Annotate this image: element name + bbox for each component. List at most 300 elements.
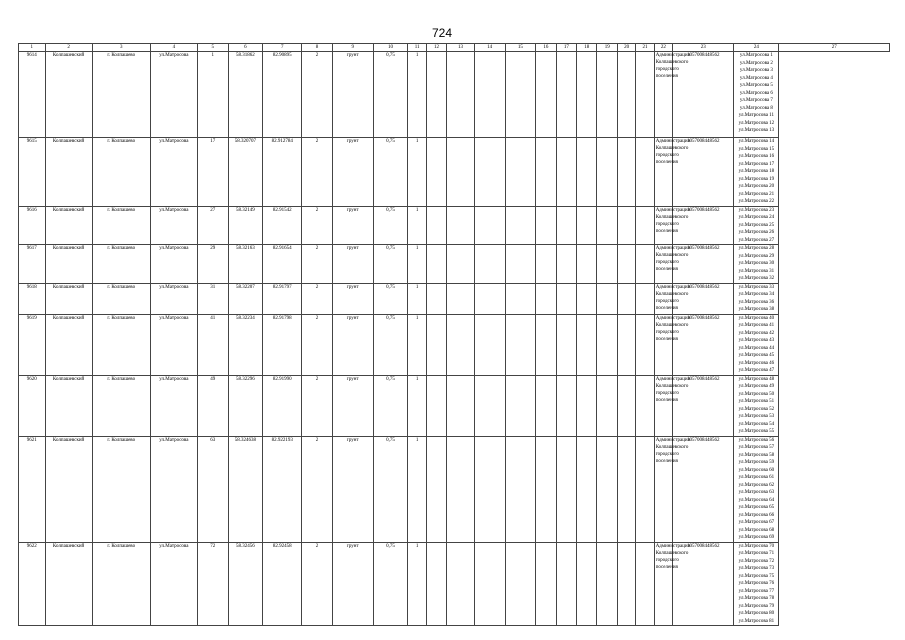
address-line: ул.Матросова 45 [738, 353, 775, 358]
cell-locality: г. Колпашево [92, 436, 150, 542]
cell-empty [636, 314, 654, 375]
column-header: 1 [19, 44, 46, 52]
cell-lat: 58.32163 [228, 245, 263, 284]
cell-empty [556, 52, 576, 138]
organization-line: городского поселения [655, 67, 679, 79]
cell-n12: 1 [408, 436, 426, 542]
cell-lon: 82.91798 [263, 314, 302, 375]
cell-house: 72 [197, 542, 228, 626]
address-line: ул.Матросова 81 [738, 618, 775, 624]
cell-empty [577, 375, 597, 436]
cell-empty [505, 52, 536, 138]
cell-empty [556, 436, 576, 542]
address-line: ул.Матросова 71 [738, 551, 775, 556]
address-line: ул.Матросова 75 [738, 573, 775, 579]
cell-empty [536, 138, 556, 207]
cell-empty [556, 245, 576, 284]
cell-n8: 2 [302, 314, 333, 375]
cell-empty [426, 245, 446, 284]
cell-street: ул.Матросова [150, 52, 197, 138]
address-line: ул.Матросова 53 [738, 414, 775, 419]
cell-locality: г. Колпашево [92, 283, 150, 314]
address-line: ул.Матросова 8 [739, 105, 773, 111]
address-line: ул.Матросова 44 [738, 345, 775, 351]
cell-inn: 1057008448562 [673, 436, 734, 542]
cell-district: Колпашевский [45, 206, 92, 245]
cell-organization [654, 375, 690, 436]
cell-organization [654, 245, 690, 284]
address-line: ул.Матросова 63 [738, 490, 775, 495]
cell-locality: г. Колпашево [92, 206, 150, 245]
address-line: ул.Матросова 21 [738, 191, 775, 197]
address-line: ул.Матросова 49 [738, 384, 775, 389]
column-header: 9 [332, 44, 373, 52]
cell-lat: 58.324638 [228, 436, 263, 542]
cell-n12: 1 [408, 52, 426, 138]
address-line: ул.Матросова 36 [738, 299, 775, 305]
organization-line: городского поселения [655, 260, 679, 272]
cell-lon: 82.922193 [263, 436, 302, 542]
cell-locality: г. Колпашево [92, 138, 150, 207]
column-header: 20 [617, 44, 635, 52]
page-number: 724 [431, 26, 453, 40]
cell-empty [597, 375, 617, 436]
organization-line: Администрация [655, 246, 690, 251]
address-line: ул.Матросова 64 [738, 497, 775, 503]
cell-empty [577, 245, 597, 284]
cell-street: ул.Матросова [150, 436, 197, 542]
organization-line: Колпашевского [655, 322, 689, 328]
organization-line: Администрация [655, 139, 690, 144]
cell-empty [505, 138, 536, 207]
cell-value: 0,75 [373, 138, 408, 207]
cell-addresses [734, 436, 779, 542]
organization-line: Колпашевского [655, 146, 689, 151]
address-line: ул.Матросова 29 [738, 253, 775, 259]
address-line: ул.Матросова 17 [738, 161, 775, 167]
cell-id: 9618 [19, 283, 46, 314]
cell-empty [577, 52, 597, 138]
table-row [19, 206, 890, 245]
cell-surface: грунт [332, 245, 373, 284]
cell-empty [636, 245, 654, 284]
cell-empty [447, 206, 475, 245]
organization-line: Администрация [655, 284, 690, 290]
address-line: ул.Матросова 67 [738, 520, 775, 525]
address-line: ул.Матросова 77 [738, 588, 775, 594]
table-row [19, 283, 890, 314]
cell-addresses [734, 138, 779, 207]
cell-empty [474, 283, 505, 314]
cell-empty [636, 206, 654, 245]
address-line: ул.Матросова 32 [738, 276, 775, 281]
table-row [19, 138, 890, 207]
cell-lon: 82.92458 [263, 542, 302, 626]
cell-inn: 1057008448562 [673, 138, 734, 207]
column-header: 18 [577, 44, 597, 52]
cell-empty [556, 314, 576, 375]
organization-line: Администрация [655, 437, 690, 443]
address-line: ул.Матросова 50 [738, 391, 775, 397]
cell-empty [474, 436, 505, 542]
cell-empty [474, 314, 505, 375]
address-line: ул.Матросова 56 [738, 437, 775, 443]
cell-district: Колпашевский [45, 436, 92, 542]
address-line: ул.Матросова 5 [739, 83, 773, 88]
cell-empty [577, 138, 597, 207]
cell-id: 9614 [19, 52, 46, 138]
column-header: 4 [150, 44, 197, 52]
cell-district: Колпашевский [45, 314, 92, 375]
address-line: ул.Матросова 52 [738, 406, 775, 412]
cell-lon: 82.912784 [263, 138, 302, 207]
address-line: ул.Матросова 70 [738, 543, 775, 549]
cell-lat: 58.32207 [228, 283, 263, 314]
address-line: ул.Матросова 23 [738, 207, 775, 213]
organization-line: городского поселения [655, 557, 679, 570]
cell-addresses [734, 52, 779, 138]
address-line: ул.Матросова 73 [738, 566, 775, 571]
address-line: ул.Матросова 19 [738, 176, 775, 182]
address-line: ул.Матросова 61 [738, 475, 775, 480]
cell-empty [426, 375, 446, 436]
cell-empty [636, 375, 654, 436]
cell-empty [447, 436, 475, 542]
address-line: ул.Матросова 18 [738, 169, 775, 174]
column-header: 8 [302, 44, 333, 52]
address-line: ул.Матросова 25 [738, 222, 775, 228]
cell-n12: 1 [408, 375, 426, 436]
cell-lon: 82.91797 [263, 283, 302, 314]
address-line: ул.Матросова 41 [738, 323, 775, 328]
cell-lon: 82.91654 [263, 245, 302, 284]
cell-empty [636, 52, 654, 138]
cell-empty [447, 138, 475, 207]
address-line: ул.Матросова 48 [738, 376, 775, 382]
cell-lat: 58.32234 [228, 314, 263, 375]
cell-lat: 58.31862 [228, 52, 263, 138]
column-header: 14 [474, 44, 505, 52]
cell-organization [654, 283, 690, 314]
organization-line: Колпашевского [655, 444, 689, 450]
cell-empty [597, 245, 617, 284]
column-header: 10 [373, 44, 408, 52]
cell-organization [654, 542, 690, 626]
cell-surface: грунт [332, 52, 373, 138]
cell-addresses [734, 542, 779, 626]
cell-n12: 1 [408, 245, 426, 284]
cell-street: ул.Матросова [150, 375, 197, 436]
cell-empty [577, 436, 597, 542]
cell-value: 0,75 [373, 375, 408, 436]
cell-empty [597, 206, 617, 245]
column-header: 13 [447, 44, 475, 52]
cell-n12: 1 [408, 206, 426, 245]
cell-empty [426, 542, 446, 626]
organization-line: городского поселения [655, 221, 679, 234]
cell-district: Колпашевский [45, 283, 92, 314]
address-line: ул.Матросова 13 [738, 128, 775, 133]
cell-id: 9619 [19, 314, 46, 375]
cell-empty [505, 436, 536, 542]
cell-inn: 1057008448562 [673, 542, 734, 626]
cell-id: 9617 [19, 245, 46, 284]
cell-inn: 1057008448562 [673, 283, 734, 314]
column-number-header [19, 44, 890, 52]
cell-addresses [734, 314, 779, 375]
cell-district: Колпашевский [45, 245, 92, 284]
address-line: ул.Матросова 60 [738, 467, 775, 473]
address-line: ул.Матросова 55 [738, 429, 775, 434]
cell-n12: 1 [408, 542, 426, 626]
cell-empty [426, 314, 446, 375]
cell-house: 63 [197, 436, 228, 542]
cell-empty [426, 138, 446, 207]
address-line: ул.Матросова 58 [738, 452, 775, 458]
cell-empty [597, 436, 617, 542]
organization-line: городского поселения [655, 329, 679, 342]
cell-empty [447, 283, 475, 314]
cell-n8: 2 [302, 245, 333, 284]
cell-district: Колпашевский [45, 52, 92, 138]
cell-empty [636, 283, 654, 314]
cell-empty [474, 375, 505, 436]
address-line: ул.Матросова 72 [738, 558, 775, 564]
column-header: 5 [197, 44, 228, 52]
address-line: ул.Матросова 42 [738, 330, 775, 336]
cell-empty [505, 314, 536, 375]
organization-line: городского поселения [655, 153, 679, 165]
cell-empty [447, 245, 475, 284]
address-line: ул.Матросова 11 [738, 113, 774, 118]
cell-house: 49 [197, 375, 228, 436]
table-row [19, 314, 890, 375]
cell-n12: 1 [408, 283, 426, 314]
cell-n8: 2 [302, 283, 333, 314]
cell-n8: 2 [302, 206, 333, 245]
cell-empty [577, 314, 597, 375]
cell-empty [597, 138, 617, 207]
table-row [19, 52, 890, 138]
cell-lon: 82.91990 [263, 375, 302, 436]
cell-addresses [734, 283, 779, 314]
cell-locality: г. Колпашево [92, 245, 150, 284]
organization-line: Администрация [655, 543, 690, 549]
cell-empty [536, 542, 556, 626]
address-line: ул.Матросова 69 [738, 535, 775, 540]
organization-line: Администрация [655, 376, 690, 382]
address-line: ул.Матросова 12 [738, 120, 775, 126]
cell-house: 41 [197, 314, 228, 375]
cell-empty [617, 542, 635, 626]
cell-empty [474, 138, 505, 207]
column-header: 17 [556, 44, 576, 52]
address-line: ул.Матросова 2 [739, 60, 773, 66]
address-line: ул.Матросова 43 [738, 338, 775, 343]
cell-n8: 2 [302, 436, 333, 542]
organization-line: Колпашевского [655, 214, 689, 220]
cell-value: 0,75 [373, 245, 408, 284]
organization-line: Администрация [655, 207, 690, 213]
cell-empty [577, 542, 597, 626]
cell-empty [536, 52, 556, 138]
cell-addresses [734, 206, 779, 245]
cell-inn: 1057008448562 [673, 375, 734, 436]
cell-surface: грунт [332, 138, 373, 207]
cell-empty [474, 206, 505, 245]
cell-n12: 1 [408, 138, 426, 207]
cell-locality: г. Колпашево [92, 542, 150, 626]
column-header: 16 [536, 44, 556, 52]
cell-inn: 1057008448562 [673, 245, 734, 284]
cell-lon: 82.90895 [263, 52, 302, 138]
cell-empty [426, 283, 446, 314]
cell-locality: г. Колпашево [92, 314, 150, 375]
cell-street: ул.Матросова [150, 245, 197, 284]
cell-empty [636, 138, 654, 207]
address-line: ул.Матросова 4 [739, 75, 773, 81]
cell-locality: г. Колпашево [92, 375, 150, 436]
cell-house: 17 [197, 138, 228, 207]
organization-line: Колпашевского [655, 383, 689, 389]
cell-value: 0,75 [373, 436, 408, 542]
cell-empty [597, 542, 617, 626]
cell-empty [636, 542, 654, 626]
organization-line: Колпашевского [655, 291, 689, 297]
cell-locality: г. Колпашево [92, 52, 150, 138]
cell-empty [556, 138, 576, 207]
address-line: ул.Матросова 27 [738, 237, 775, 243]
address-line: ул.Матросова 22 [738, 199, 775, 204]
cell-house: 29 [197, 245, 228, 284]
address-line: ул.Матросова 62 [738, 482, 775, 488]
address-line: ул.Матросова 80 [738, 611, 775, 616]
cell-empty [556, 542, 576, 626]
cell-street: ул.Матросова [150, 542, 197, 626]
address-line: ул.Матросова 24 [738, 215, 775, 220]
cell-empty [447, 52, 475, 138]
cell-value: 0,75 [373, 542, 408, 626]
cell-empty [617, 52, 635, 138]
address-line: ул.Матросова 28 [738, 246, 775, 251]
column-header: 6 [228, 44, 263, 52]
cell-empty [536, 245, 556, 284]
organization-line: Колпашевского [655, 60, 689, 65]
address-line: ул.Матросова 33 [738, 284, 775, 290]
cell-id: 9622 [19, 542, 46, 626]
cell-empty [426, 436, 446, 542]
cell-lat: 58.32296 [228, 375, 263, 436]
cell-surface: грунт [332, 436, 373, 542]
register-table [18, 43, 890, 626]
cell-surface: грунт [332, 375, 373, 436]
address-line: ул.Матросова 57 [738, 445, 775, 450]
cell-organization [654, 52, 690, 138]
cell-empty [577, 283, 597, 314]
cell-empty [636, 436, 654, 542]
cell-id: 9615 [19, 138, 46, 207]
column-header: 24 [734, 44, 779, 52]
cell-empty [536, 436, 556, 542]
cell-organization [654, 206, 690, 245]
column-header: 12 [426, 44, 446, 52]
address-line: ул.Матросова 40 [738, 315, 775, 321]
address-line: ул.Матросова 68 [738, 527, 775, 533]
cell-empty [447, 314, 475, 375]
cell-district: Колпашевский [45, 542, 92, 626]
column-header: 15 [505, 44, 536, 52]
cell-lat: 58.32456 [228, 542, 263, 626]
cell-street: ул.Матросова [150, 314, 197, 375]
table-row [19, 436, 890, 542]
cell-empty [505, 375, 536, 436]
cell-inn: 1057008448562 [673, 314, 734, 375]
address-line: ул.Матросова 1 [739, 53, 773, 58]
cell-empty [536, 283, 556, 314]
cell-empty [536, 314, 556, 375]
address-line: ул.Матросова 59 [738, 460, 775, 465]
cell-value: 0,75 [373, 314, 408, 375]
column-header: 3 [92, 44, 150, 52]
cell-district: Колпашевский [45, 138, 92, 207]
cell-value: 0,75 [373, 206, 408, 245]
cell-street: ул.Матросова [150, 138, 197, 207]
cell-surface: грунт [332, 542, 373, 626]
address-line: ул.Матросова 66 [738, 512, 775, 518]
cell-house: 1 [197, 52, 228, 138]
cell-value: 0,75 [373, 283, 408, 314]
address-line: ул.Матросова 16 [738, 154, 775, 159]
column-header: 11 [408, 44, 426, 52]
address-line: ул.Матросова 6 [739, 90, 773, 96]
cell-empty [617, 314, 635, 375]
organization-line: Колпашевского [655, 550, 689, 556]
cell-addresses [734, 375, 779, 436]
cell-empty [447, 542, 475, 626]
column-header: 22 [654, 44, 672, 52]
address-line: ул.Матросова 20 [738, 184, 775, 189]
table-row [19, 542, 890, 626]
table-row [19, 245, 890, 284]
cell-empty [556, 375, 576, 436]
cell-n8: 2 [302, 52, 333, 138]
cell-n8: 2 [302, 542, 333, 626]
cell-empty [597, 314, 617, 375]
address-line: ул.Матросова 54 [738, 421, 775, 427]
cell-lat: 58.320707 [228, 138, 263, 207]
cell-empty [505, 206, 536, 245]
organization-line: Колпашевского [655, 253, 689, 258]
cell-empty [617, 436, 635, 542]
cell-organization [654, 436, 690, 542]
address-line: ул.Матросова 38 [738, 307, 775, 312]
cell-organization [654, 138, 690, 207]
address-line: ул.Матросова 46 [738, 360, 775, 366]
table-body [19, 52, 890, 626]
cell-empty [505, 245, 536, 284]
address-line: ул.Матросова 34 [738, 292, 775, 297]
column-header: 2 [45, 44, 92, 52]
cell-id: 9620 [19, 375, 46, 436]
cell-inn: 1057008448562 [673, 206, 734, 245]
cell-house: 27 [197, 206, 228, 245]
cell-empty [597, 52, 617, 138]
column-header: 23 [673, 44, 734, 52]
table-row [19, 375, 890, 436]
cell-surface: грунт [332, 206, 373, 245]
cell-empty [617, 206, 635, 245]
column-header: 21 [636, 44, 654, 52]
